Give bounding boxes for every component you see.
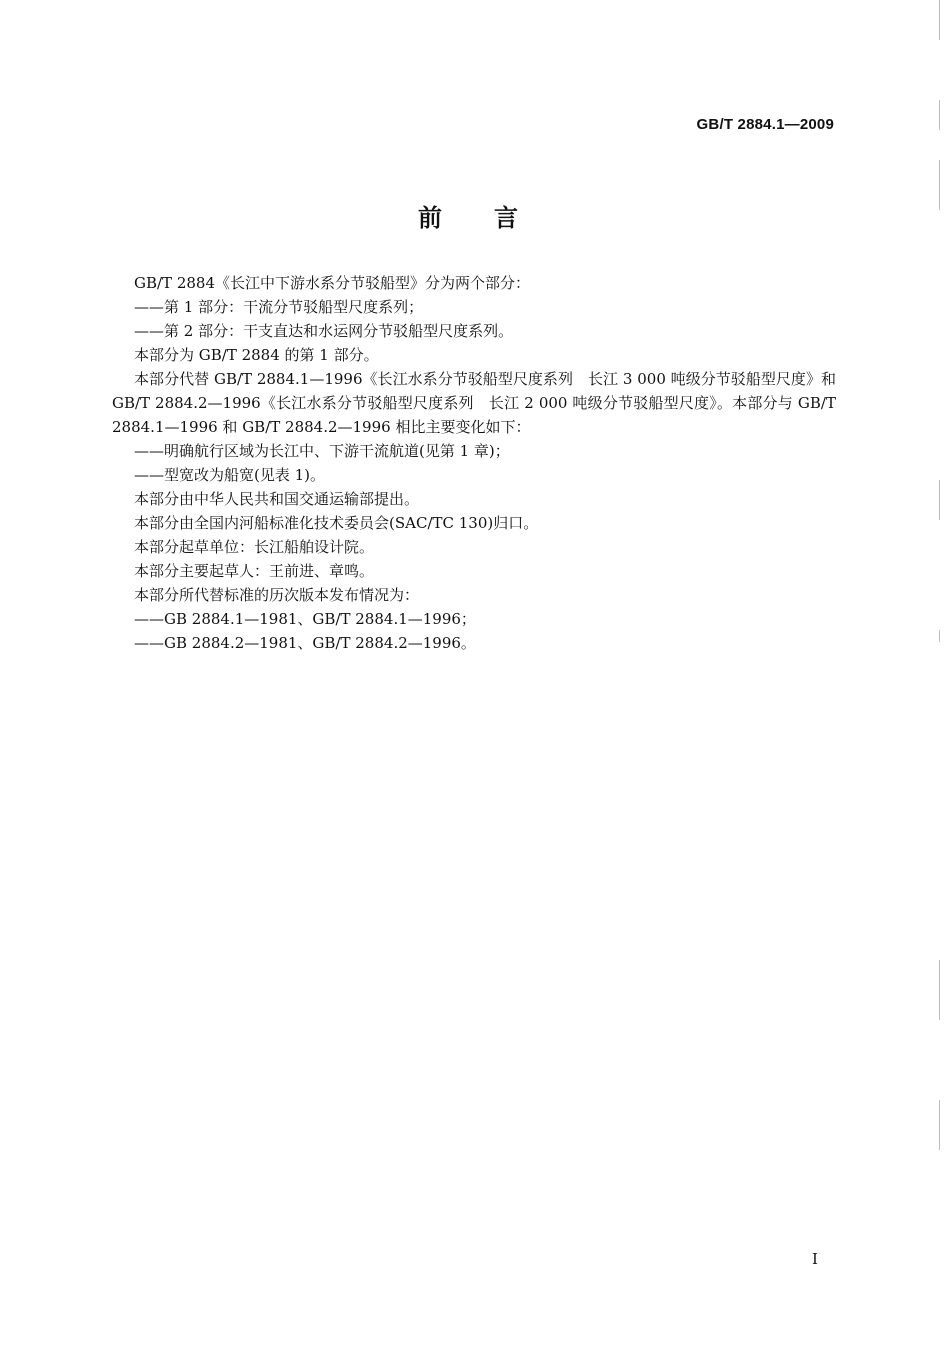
scan-edge-mark <box>939 0 940 40</box>
change-item-width: ——型宽改为船宽(见表 1)。 <box>134 466 326 484</box>
page-number: I <box>812 1250 818 1268</box>
drafters-statement: 本部分主要起草人：王前进、章鸣。 <box>134 562 375 580</box>
page-title: 前言 <box>418 204 570 232</box>
foreword-body <box>112 271 836 655</box>
part-statement: 本部分为 GB/T 2884 的第 1 部分。 <box>134 346 379 364</box>
intro-paragraph: GB/T 2884《长江中下游水系分节驳船型》分为两个部分： <box>134 274 531 292</box>
standard-code: GB/T 2884.1—2009 <box>696 116 834 133</box>
replacement-paragraph: 本部分代替 GB/T 2884.1—1996《长江水系分节驳船型尺度系列 长江 3 000 吨级分节驳船型尺度》和 GB/T 2884.2—1996《长江水系分节驳船型尺度系列 长江 2 000 吨级分节驳船型尺度》。本部分与 GB/T 2884.1—1996 和 GB/T 2884.2—1996 相比主要变化如下： <box>112 370 836 436</box>
committee-statement: 本部分由全国内河船标准化技术委员会(SAC/TC 130)归口。 <box>134 514 539 532</box>
proposer-statement: 本部分由中华人民共和国交通运输部提出。 <box>134 490 420 508</box>
scan-edge-mark <box>939 480 940 520</box>
part-1-item: ——第 1 部分：干流分节驳船型尺度系列； <box>134 298 424 316</box>
scan-edge-mark <box>939 630 940 642</box>
history-item-1: ——GB 2884.1—1981、GB/T 2884.1—1996； <box>134 610 476 628</box>
drafting-unit-statement: 本部分起草单位：长江船舶设计院。 <box>134 538 375 556</box>
change-item-navigation: ——明确航行区域为长江中、下游干流航道(见第 1 章)； <box>134 442 510 460</box>
scan-edge-mark <box>939 1100 940 1150</box>
part-2-item: ——第 2 部分：干支直达和水运网分节驳船型尺度系列。 <box>134 322 514 340</box>
scan-edge-mark <box>939 960 940 1020</box>
history-statement: 本部分所代替标准的历次版本发布情况为： <box>134 586 420 604</box>
history-item-2: ——GB 2884.2—1981、GB/T 2884.2—1996。 <box>134 634 476 652</box>
scan-edge-mark <box>939 160 940 210</box>
scan-edge-mark <box>939 100 940 130</box>
